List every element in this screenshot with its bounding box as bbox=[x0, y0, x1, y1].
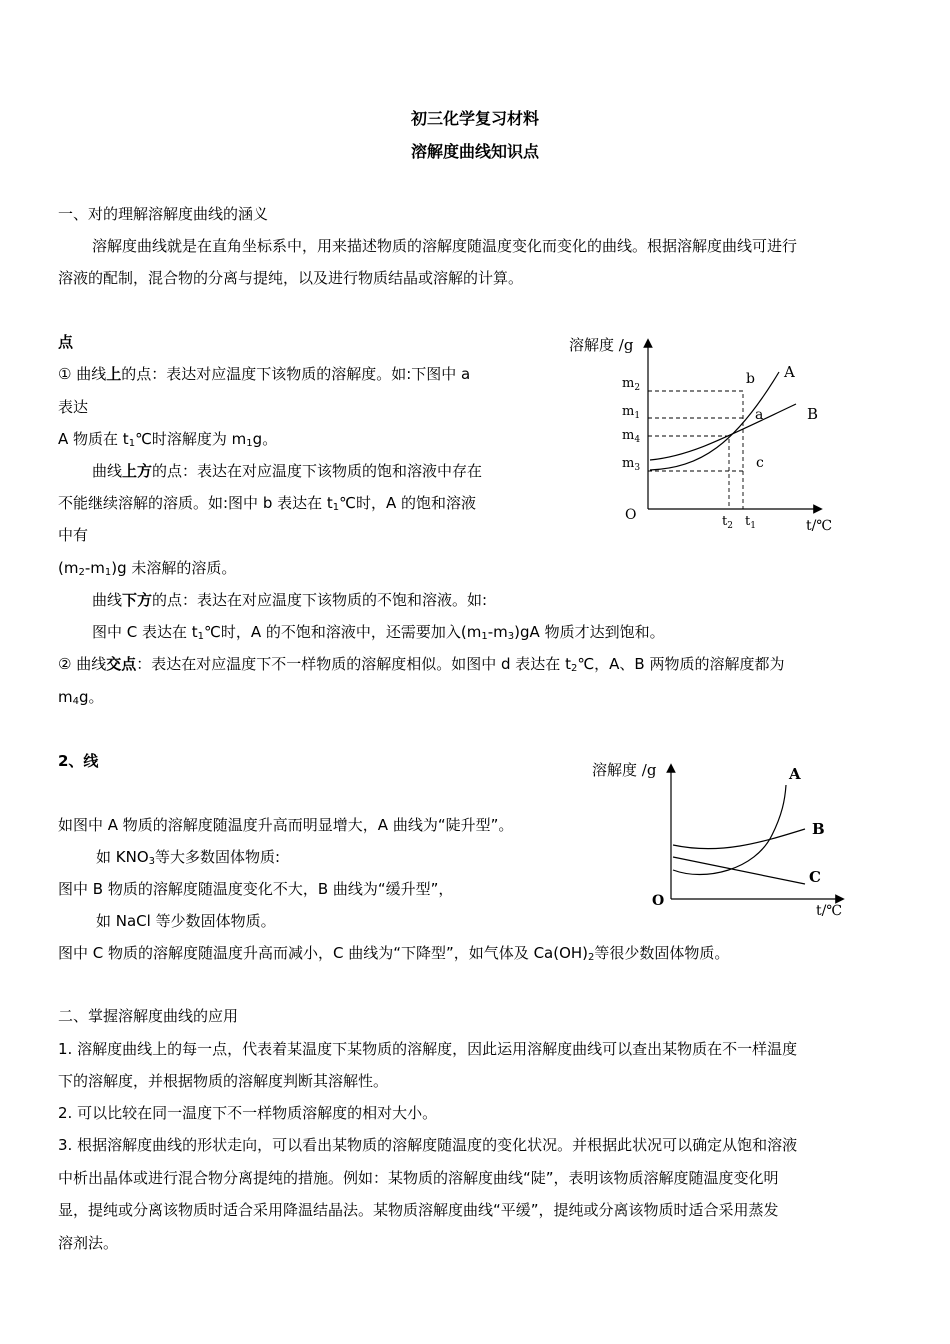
text: ℃时，A 的不饱和溶液中，还需要加入(m bbox=[204, 623, 482, 641]
section2-item3-line2: 中析出晶体或进行混合物分离提纯的措施。例如：某物质的溶解度曲线“陡”，表明该物质溶解度随温度变化明 bbox=[58, 1169, 779, 1187]
label-sub: 3 bbox=[634, 463, 641, 473]
subscript: 3 bbox=[148, 856, 156, 867]
points-item1-line2: 表达 bbox=[58, 398, 89, 416]
curve-c-label: C bbox=[809, 868, 821, 886]
text: 曲线 bbox=[92, 591, 123, 609]
text: ② 曲线 bbox=[58, 655, 107, 673]
section1-heading: 一、对的理解溶解度曲线的涵义 bbox=[58, 205, 269, 223]
lines-p2 bbox=[96, 847, 280, 867]
curve-a-label: A bbox=[784, 363, 795, 381]
label-text: m bbox=[622, 456, 635, 471]
curve-a-label: A bbox=[789, 765, 801, 783]
label-t1 bbox=[745, 514, 756, 531]
points-above bbox=[92, 461, 482, 481]
point-a-label: a bbox=[755, 407, 764, 423]
origin-label: O bbox=[625, 507, 637, 523]
label-m4 bbox=[622, 428, 640, 445]
label-sub: 4 bbox=[634, 435, 641, 445]
solubility-figure-2 bbox=[585, 755, 855, 925]
section2-item3-line1: 3. 根据溶解度曲线的形状走向，可以看出某物质的溶解度随温度的变化状况。并根据此状况可以确定从饱和溶液 bbox=[58, 1136, 798, 1154]
section2-item2: 2. 可以比较在同一温度下不一样物质溶解度的相对大小。 bbox=[58, 1104, 438, 1122]
text: A 物质在 t bbox=[58, 430, 129, 448]
curve-b-label: B bbox=[807, 405, 819, 423]
emph: 交点 bbox=[106, 655, 137, 673]
point-b-label: b bbox=[746, 371, 755, 387]
text: 的点：表达在对应温度下该物质的不饱和溶液。如: bbox=[152, 591, 488, 609]
points-item2-line2 bbox=[58, 687, 104, 707]
text: 的点：表达对应温度下该物质的溶解度。如:下图中 a bbox=[121, 365, 471, 383]
points-heading: 点 bbox=[58, 333, 74, 351]
label-sub: 1 bbox=[634, 411, 641, 421]
points-below bbox=[92, 590, 487, 610]
text: )gA 物质才达到饱和。 bbox=[514, 623, 665, 641]
label-sub: 1 bbox=[750, 521, 756, 531]
section1-para-line2: 溶液的配制，混合物的分离与提纯，以及进行物质结晶或溶解的计算。 bbox=[58, 269, 524, 287]
text: ℃，A、B 两物质的溶解度都为 bbox=[577, 655, 785, 673]
origin-label: O bbox=[652, 893, 665, 909]
lines-p4: 如 NaCl 等少数固体物质。 bbox=[96, 912, 276, 930]
x-axis-label: t/℃ bbox=[816, 903, 843, 919]
emph: 上 bbox=[106, 365, 122, 383]
text: 等大多数固体物质: bbox=[155, 848, 281, 866]
label-text: m bbox=[622, 404, 635, 419]
points-item2 bbox=[58, 654, 785, 674]
text: 曲线 bbox=[92, 462, 123, 480]
lines-p5 bbox=[58, 943, 729, 963]
curve-b bbox=[650, 404, 796, 460]
subscript: 2 bbox=[570, 663, 578, 674]
points-item1-line3 bbox=[58, 429, 277, 449]
text: ① 曲线 bbox=[58, 365, 107, 383]
curve-a bbox=[673, 785, 786, 875]
curve-c bbox=[673, 857, 805, 884]
text: m bbox=[58, 688, 73, 706]
subscript: 4 bbox=[72, 696, 79, 707]
label-sub: 2 bbox=[727, 521, 733, 531]
label-text: t bbox=[722, 514, 728, 529]
points-item1 bbox=[58, 364, 470, 384]
text: (m bbox=[58, 559, 79, 577]
lines-p1: 如图中 A 物质的溶解度随温度升高而明显增大，A 曲线为“陡升型”。 bbox=[58, 816, 514, 834]
label-t2 bbox=[722, 514, 733, 531]
emph: 上方 bbox=[122, 462, 153, 480]
solubility-figure-1 bbox=[560, 330, 850, 540]
label-text: m bbox=[622, 376, 635, 391]
text: g。 bbox=[79, 688, 104, 706]
text: 等很少数固体物质。 bbox=[594, 944, 730, 962]
points-below-line2 bbox=[92, 622, 665, 642]
section2-item1-line1: 1. 溶解度曲线上的每一点，代表着某温度下某物质的溶解度，因此运用溶解度曲线可以查出某物质在不一样温度 bbox=[58, 1040, 798, 1058]
section2-item3-line3: 显，提纯或分离该物质时适合采用降温结晶法。某物质溶解度曲线“平缓”，提纯或分离该物质时适合采用蒸发 bbox=[58, 1201, 779, 1219]
label-text: m bbox=[622, 428, 635, 443]
subscript: 1 bbox=[481, 631, 488, 642]
subscript: 1 bbox=[246, 438, 253, 449]
section2-item1-line2: 下的溶解度，并根据物质的溶解度判断其溶解性。 bbox=[58, 1072, 389, 1090]
curve-b-label: B bbox=[812, 820, 825, 838]
text: ℃时，A 的饱和溶液 bbox=[339, 494, 477, 512]
section2-item3-line4: 溶剂法。 bbox=[58, 1234, 119, 1252]
text: )g 未溶解的溶质。 bbox=[111, 559, 237, 577]
section2-heading: 二、掌握溶解度曲线的应用 bbox=[58, 1007, 239, 1025]
label-m1 bbox=[622, 404, 640, 421]
text: 不能继续溶解的溶质。如:图中 b 表达在 t bbox=[58, 494, 333, 512]
label-m3 bbox=[622, 456, 640, 473]
lines-heading: 2、线 bbox=[58, 752, 99, 770]
y-axis-label: 溶解度 /g bbox=[569, 336, 634, 354]
page-subtitle: 溶解度曲线知识点 bbox=[410, 142, 539, 161]
lines-p3: 图中 B 物质的溶解度随温度变化不大，B 曲线为“缓升型”， bbox=[58, 880, 454, 898]
text: g。 bbox=[252, 430, 278, 448]
x-axis-label: t/℃ bbox=[806, 518, 833, 534]
text: -m bbox=[84, 559, 105, 577]
subscript: 1 bbox=[197, 631, 205, 642]
y-axis-label: 溶解度 /g bbox=[592, 761, 657, 779]
subscript: 1 bbox=[332, 502, 340, 513]
page-title: 初三化学复习材料 bbox=[410, 109, 539, 128]
point-c-label: c bbox=[756, 455, 764, 471]
label-m2 bbox=[622, 376, 640, 393]
label-text: t bbox=[745, 514, 751, 529]
emph: 下方 bbox=[122, 591, 153, 609]
subscript: 2 bbox=[78, 567, 85, 578]
subscript: 2 bbox=[588, 952, 595, 963]
text: 如 KNO bbox=[96, 848, 149, 866]
subscript: 3 bbox=[507, 631, 515, 642]
points-above-line2 bbox=[58, 493, 476, 513]
text: -m bbox=[487, 623, 508, 641]
text: 图中 C 物质的溶解度随温度升高而减小，C 曲线为“下降型”，如气体及 Ca(OH) bbox=[58, 944, 589, 962]
text: ：表达在对应温度下不一样物质的溶解度相似。如图中 d 表达在 t bbox=[136, 655, 571, 673]
text: ℃时溶解度为 m bbox=[135, 430, 247, 448]
text: 的点：表达在对应温度下该物质的饱和溶液中存在 bbox=[152, 462, 483, 480]
curve-b bbox=[673, 829, 805, 849]
subscript: 1 bbox=[104, 567, 112, 578]
subscript: 1 bbox=[128, 438, 136, 449]
points-above-line3: 中有 bbox=[58, 526, 89, 544]
points-above-line4 bbox=[58, 558, 236, 578]
text: 图中 C 表达在 t bbox=[92, 623, 198, 641]
label-sub: 2 bbox=[634, 383, 641, 393]
section1-para-line1: 溶解度曲线就是在直角坐标系中，用来描述物质的溶解度随温度变化而变化的曲线。根据溶解度曲线可进行 bbox=[92, 237, 798, 255]
